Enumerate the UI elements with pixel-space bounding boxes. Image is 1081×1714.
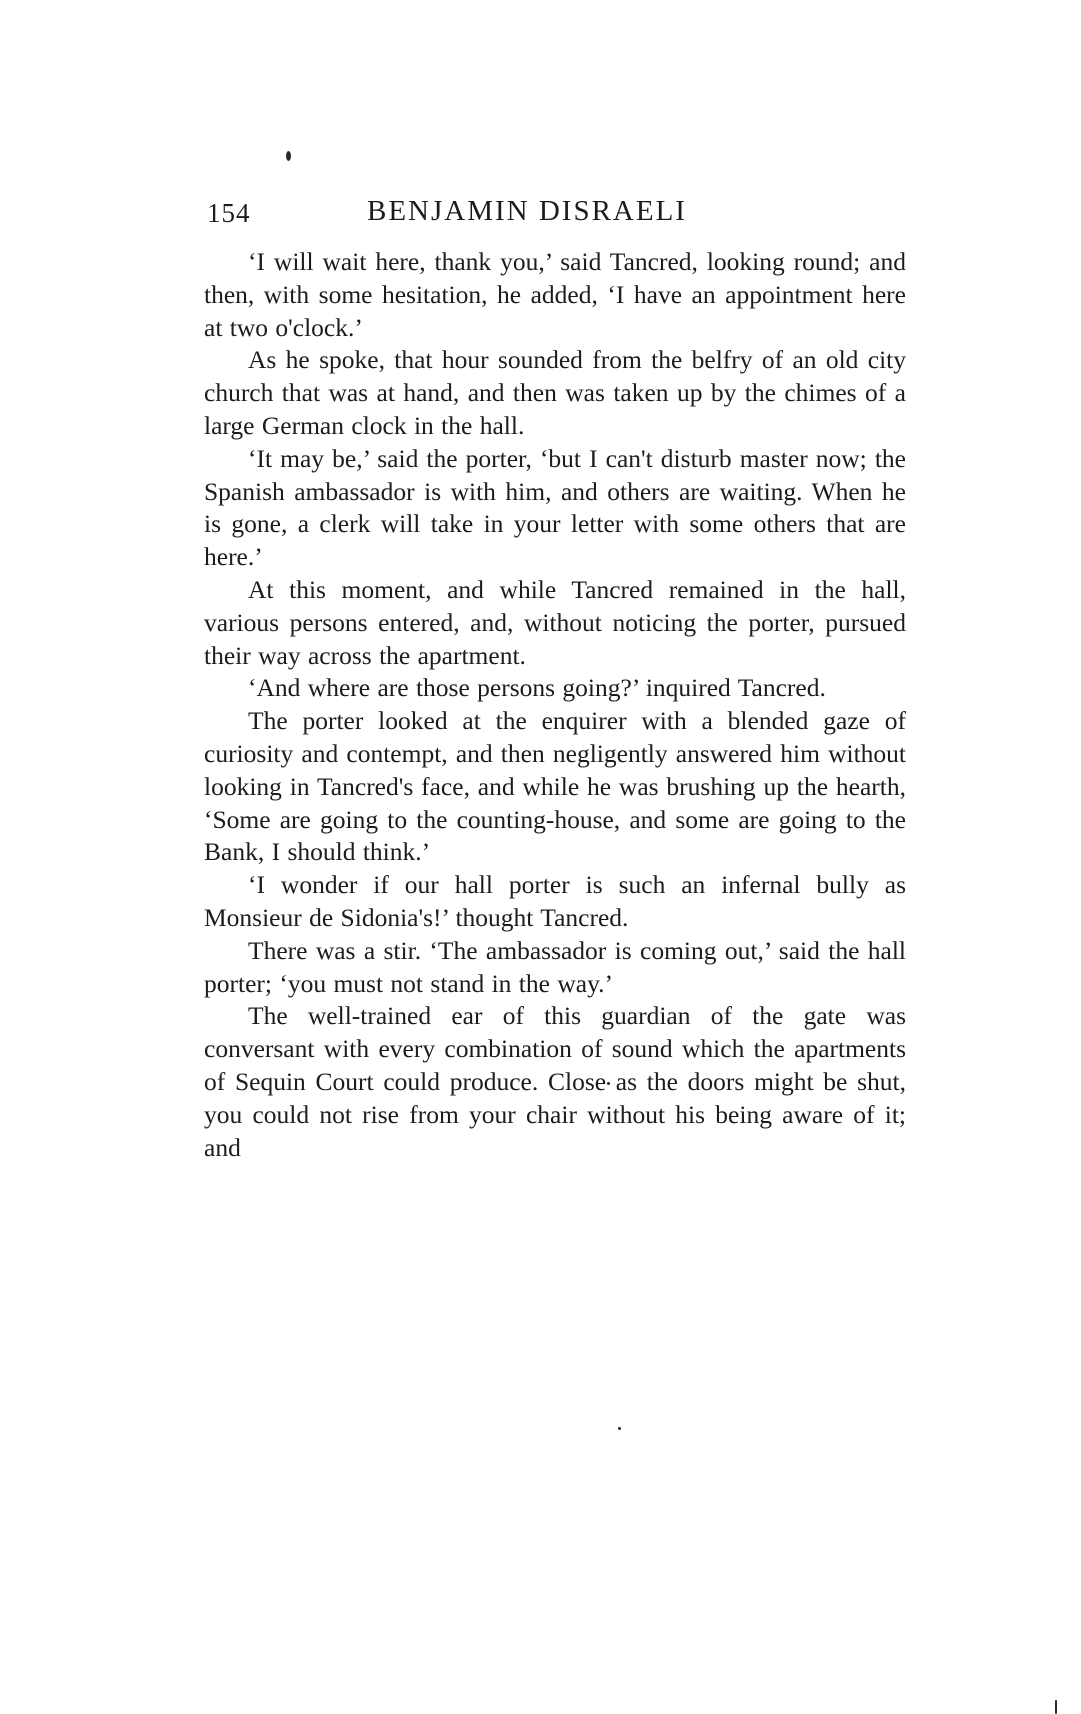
paragraph: There was a stir. ‘The ambassador is coming out,’ said the hall porter; ‘you must not stand in the way.’ (204, 935, 906, 998)
paragraph: ‘I wonder if our hall porter is such an infernal bully as Monsieur de Sidonia's!’ thought Tancred. (204, 870, 906, 932)
paragraph: ‘And where are those persons going?’ inquired Tancred. (248, 673, 826, 703)
ink-speck (286, 151, 291, 161)
body-text (204, 246, 906, 1164)
paragraph: The porter looked at the enquirer with a blended gaze of curiosity and contempt, and then negligently answered him without looking in Tancred's face, and while he was brushing up the hearth, ‘Some are going to the counting-house, and some are going to the Bank, I should think.’ (204, 706, 906, 867)
paragraph: The well-trained ear of this guardian of the gate was conversant with every combination of sound which the apartments of Sequin Court could produce. Close as the doors might be shut, you could not rise from your chair without his being aware of it; and (204, 1001, 906, 1162)
running-head: BENJAMIN DISRAELI (367, 195, 687, 227)
paragraph: ‘I will wait here, thank you,’ said Tancred, looking round; and then, with some hesitation, he added, ‘I have an appointment here at two o'clock.’ (204, 247, 906, 342)
paragraph: As he spoke, that hour sounded from the belfry of an old city church that was at hand, and then was taken up by the chimes of a large German clock in the hall. (204, 345, 906, 440)
ink-speck (1055, 1700, 1057, 1714)
paragraph: At this moment, and while Tancred remained in the hall, various persons entered, and, without noticing the porter, pursued their way across the apartment. (204, 574, 906, 670)
page-header (207, 195, 907, 238)
page-number: 154 (207, 198, 251, 228)
paragraph: ‘It may be,’ said the porter, ‘but I can't disturb master now; the Spanish ambassador is with him, and others are waiting. When he is gone, a clerk will take in your letter with some others that are here.’ (204, 443, 906, 572)
ink-speck (618, 1427, 621, 1430)
